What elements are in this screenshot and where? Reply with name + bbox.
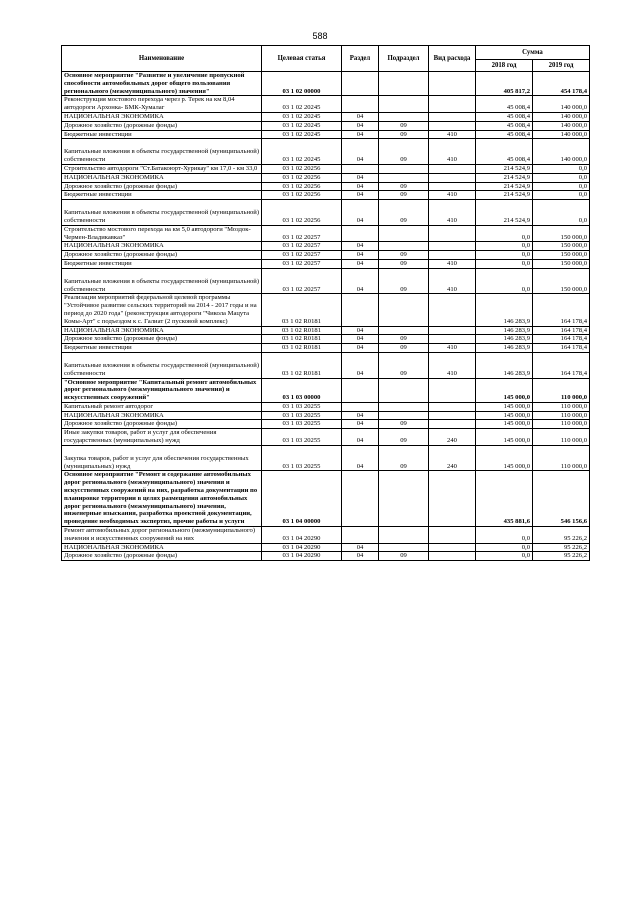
row-expense-type: 410 [429,139,476,165]
row-sum-2018: 0,0 [476,251,533,260]
table-row [62,242,590,251]
row-expense-type [429,242,476,251]
row-expense-type: 410 [429,259,476,268]
row-section [342,294,379,326]
row-section: 04 [342,191,379,200]
header-target: Целевая статья [262,46,342,72]
row-sum-2019: 150 000,0 [533,225,590,242]
row-sum-2018: 146 283,9 [476,294,533,326]
row-section: 04 [342,182,379,191]
table-row [62,72,590,96]
row-section [342,72,379,96]
row-sum-2018: 0,0 [476,242,533,251]
header-section: Раздел [342,46,379,72]
row-sum-2019: 110 000,0 [533,420,590,429]
row-subsection: 09 [379,445,429,471]
table-row [62,429,590,446]
row-subsection [379,411,429,420]
row-sum-2018: 0,0 [476,552,533,561]
row-target-code: 03 1 03 20255 [262,429,342,446]
row-subsection [379,173,429,182]
row-sum-2018: 0,0 [476,543,533,552]
row-sum-2019: 150 000,0 [533,268,590,294]
row-sum-2019: 110 000,0 [533,402,590,411]
row-name: НАЦИОНАЛЬНАЯ ЭКОНОМИКА [62,543,262,552]
row-subsection: 09 [379,130,429,139]
row-subsection [379,96,429,113]
table-header [62,46,590,72]
table-row [62,344,590,353]
budget-table [61,45,590,561]
row-sum-2018: 214 524,9 [476,173,533,182]
row-sum-2019: 164 178,4 [533,335,590,344]
row-target-code: 03 1 02 20256 [262,191,342,200]
row-sum-2018: 214 524,9 [476,200,533,226]
row-sum-2019: 164 178,4 [533,352,590,378]
table-row [62,552,590,561]
row-subsection [379,527,429,544]
row-target-code: 03 1 04 20290 [262,543,342,552]
table-row [62,139,590,165]
row-subsection: 09 [379,552,429,561]
row-section [342,402,379,411]
row-subsection: 09 [379,352,429,378]
row-target-code: 03 1 02 R0181 [262,326,342,335]
row-sum-2019: 140 000,0 [533,96,590,113]
table-row [62,164,590,173]
row-sum-2019: 164 178,4 [533,344,590,353]
table-row [62,378,590,402]
table-row [62,130,590,139]
row-name: Ремонт автомобильных дорог регионального (межмуниципального) значения и искусственных сооружений на них [62,527,262,544]
row-target-code: 03 1 02 20257 [262,251,342,260]
row-section: 04 [342,445,379,471]
row-sum-2019: 0,0 [533,191,590,200]
row-sum-2018: 214 524,9 [476,191,533,200]
row-name: Дорожное хозяйство (дорожные фонды) [62,552,262,561]
row-name: Капитальные вложения в объекты государственной (муниципальной) собственности [62,200,262,226]
row-name: Реконструкция мостового перехода через р. Терек на км 8,04 автодороги Архонка- БМК-Хумалаг [62,96,262,113]
row-subsection: 09 [379,335,429,344]
row-subsection [379,164,429,173]
row-section: 04 [342,130,379,139]
row-name: "Основное мероприятие "Капитальный ремонт автомобильных дорог регионального (межмуниципального значения) и искусственных сооружений" [62,378,262,402]
row-sum-2019: 110 000,0 [533,445,590,471]
row-target-code: 03 1 02 20245 [262,130,342,139]
row-target-code: 03 1 02 R0181 [262,335,342,344]
row-target-code: 03 1 02 20257 [262,268,342,294]
row-expense-type: 410 [429,268,476,294]
row-sum-2018: 435 881,6 [476,471,533,527]
row-subsection: 09 [379,429,429,446]
row-subsection: 09 [379,200,429,226]
row-target-code: 03 1 02 20256 [262,164,342,173]
row-sum-2018: 145 000,0 [476,445,533,471]
row-sum-2018: 405 817,2 [476,72,533,96]
row-expense-type [429,471,476,527]
row-target-code: 03 1 02 R0181 [262,344,342,353]
row-expense-type [429,420,476,429]
row-target-code: 03 1 02 20257 [262,242,342,251]
row-sum-2019: 140 000,0 [533,112,590,121]
row-expense-type [429,225,476,242]
header-name: Наименование [62,46,262,72]
row-sum-2019: 150 000,0 [533,259,590,268]
row-section: 04 [342,552,379,561]
row-section: 04 [342,139,379,165]
row-subsection: 09 [379,259,429,268]
row-expense-type [429,164,476,173]
row-section: 04 [342,121,379,130]
table-row [62,445,590,471]
row-target-code: 03 1 02 20256 [262,200,342,226]
row-expense-type: 410 [429,344,476,353]
row-target-code: 03 1 04 00000 [262,471,342,527]
row-expense-type: 240 [429,445,476,471]
row-name: Реализация мероприятий федеральной целевой программы "Устойчивое развитие сельских территорий на 2014 - 2017 годы и на период до 2020 года" (реконструкция автодороги "Чикола Мацута Комы-Арт" с подъездом к с. Галиат (2 пусковой комплекс) [62,294,262,326]
row-sum-2018: 45 008,4 [476,139,533,165]
row-sum-2019: 164 178,4 [533,294,590,326]
row-name: Дорожное хозяйство (дорожные фонды) [62,121,262,130]
header-subsection: Подраздел [379,46,429,72]
row-expense-type [429,72,476,96]
row-sum-2019: 0,0 [533,182,590,191]
row-name: Дорожное хозяйство (дорожные фонды) [62,251,262,260]
table-row [62,96,590,113]
row-sum-2018: 146 283,9 [476,352,533,378]
row-section [342,527,379,544]
row-section: 04 [342,429,379,446]
row-target-code: 03 1 03 00000 [262,378,342,402]
table-row [62,471,590,527]
row-section: 04 [342,326,379,335]
row-target-code: 03 1 02 20245 [262,96,342,113]
row-section: 04 [342,543,379,552]
row-expense-type [429,96,476,113]
row-sum-2019: 95 226,2 [533,543,590,552]
table-row [62,121,590,130]
row-name: Бюджетные инвестиции [62,259,262,268]
row-subsection [379,471,429,527]
row-sum-2018: 45 008,4 [476,130,533,139]
row-sum-2018: 0,0 [476,259,533,268]
row-expense-type [429,326,476,335]
row-name: Строительство автодороги "Ст.Батакоюрт-Хурикау" км 17,0 - км 33,0 [62,164,262,173]
row-section [342,471,379,527]
row-subsection [379,72,429,96]
row-expense-type [429,527,476,544]
row-sum-2019: 0,0 [533,164,590,173]
row-section [342,96,379,113]
row-section: 04 [342,344,379,353]
row-name: Бюджетные инвестиции [62,191,262,200]
row-target-code: 03 1 02 00000 [262,72,342,96]
row-expense-type [429,378,476,402]
header-year-2019: 2019 год [533,60,590,72]
row-subsection: 09 [379,121,429,130]
row-name: Закупка товаров, работ и услуг для обеспечения государственных (муниципальных) нужд [62,445,262,471]
table-row [62,112,590,121]
table-row [62,225,590,242]
header-sum: Сумма [476,46,590,60]
row-subsection [379,378,429,402]
row-name: Капитальные вложения в объекты государственной (муниципальной) собственности [62,268,262,294]
row-section: 04 [342,420,379,429]
table-row [62,259,590,268]
row-subsection [379,225,429,242]
row-expense-type [429,182,476,191]
row-sum-2018: 0,0 [476,527,533,544]
row-sum-2018: 0,0 [476,268,533,294]
row-name: Дорожное хозяйство (дорожные фонды) [62,182,262,191]
row-expense-type: 240 [429,429,476,446]
row-sum-2019: 150 000,0 [533,251,590,260]
row-name: Дорожное хозяйство (дорожные фонды) [62,335,262,344]
row-sum-2018: 145 000,0 [476,429,533,446]
row-sum-2019: 95 226,2 [533,527,590,544]
row-name: Иные закупки товаров, работ и услуг для обеспечения государственных (муниципальных) нужд [62,429,262,446]
row-expense-type: 410 [429,200,476,226]
row-subsection [379,402,429,411]
row-name: НАЦИОНАЛЬНАЯ ЭКОНОМИКА [62,326,262,335]
row-expense-type [429,402,476,411]
row-name: Дорожное хозяйство (дорожные фонды) [62,420,262,429]
row-target-code: 03 1 02 20245 [262,139,342,165]
row-sum-2019: 95 226,2 [533,552,590,561]
row-section: 04 [342,259,379,268]
row-sum-2018: 145 000,0 [476,420,533,429]
row-target-code: 03 1 02 20245 [262,121,342,130]
row-sum-2018: 214 524,9 [476,182,533,191]
row-sum-2019: 454 178,4 [533,72,590,96]
table-row [62,326,590,335]
row-sum-2019: 0,0 [533,200,590,226]
row-sum-2019: 140 000,0 [533,130,590,139]
row-target-code: 03 1 02 R0181 [262,294,342,326]
row-subsection: 09 [379,139,429,165]
row-subsection [379,294,429,326]
row-name: Основное мероприятие "Ремонт и содержание автомобильных дорог регионального (межмуниципального) значения и искусственных сооружений на них, разработка документации по планировке территории в целях размещения автомобильных дорог регионального (межмуниципального) значения, инженерные изыскания, разработка проектной документации, проведение необходимых экспертиз, прочие работы и услуги [62,471,262,527]
row-section: 04 [342,251,379,260]
row-expense-type [429,173,476,182]
row-name: Капитальные вложения в объекты государственной (муниципальной) собственности [62,352,262,378]
row-name: Бюджетные инвестиции [62,344,262,353]
row-section: 04 [342,112,379,121]
row-target-code: 03 1 03 20255 [262,411,342,420]
row-name: НАЦИОНАЛЬНАЯ ЭКОНОМИКА [62,173,262,182]
row-section: 04 [342,352,379,378]
row-sum-2018: 145 000,0 [476,378,533,402]
row-expense-type: 410 [429,191,476,200]
row-subsection: 09 [379,182,429,191]
table-row [62,294,590,326]
header-expense-type: Вид расхода [429,46,476,72]
row-name: Основное мероприятие "Развитие и увеличение пропускной способности автомобильных дорог общего пользования регионального (межмуниципального) значения" [62,72,262,96]
row-sum-2018: 45 008,4 [476,121,533,130]
header-year-2018: 2018 год [476,60,533,72]
row-section: 04 [342,173,379,182]
row-sum-2018: 146 283,9 [476,326,533,335]
row-target-code: 03 1 04 20290 [262,527,342,544]
row-target-code: 03 1 02 R0181 [262,352,342,378]
row-subsection: 09 [379,344,429,353]
table-row [62,268,590,294]
row-section: 04 [342,268,379,294]
row-sum-2019: 140 000,0 [533,139,590,165]
row-name: Капитальный ремонт автодорог [62,402,262,411]
row-section: 04 [342,335,379,344]
page-number: 588 [312,31,328,41]
row-subsection: 09 [379,251,429,260]
row-sum-2019: 140 000,0 [533,121,590,130]
row-sum-2019: 110 000,0 [533,411,590,420]
row-name: НАЦИОНАЛЬНАЯ ЭКОНОМИКА [62,411,262,420]
row-section [342,378,379,402]
table-row [62,543,590,552]
row-name: НАЦИОНАЛЬНАЯ ЭКОНОМИКА [62,112,262,121]
row-section: 04 [342,200,379,226]
table-row [62,335,590,344]
row-expense-type [429,543,476,552]
table-row [62,251,590,260]
row-expense-type [429,335,476,344]
row-sum-2018: 146 283,9 [476,344,533,353]
table-row [62,352,590,378]
row-sum-2019: 546 156,6 [533,471,590,527]
row-sum-2018: 45 008,4 [476,112,533,121]
row-section [342,164,379,173]
table-row [62,420,590,429]
row-name: Капитальные вложения в объекты государственной (муниципальной) собственности [62,139,262,165]
table-body [62,72,590,561]
row-target-code: 03 1 03 20255 [262,402,342,411]
row-sum-2018: 145 000,0 [476,411,533,420]
table-row [62,402,590,411]
row-sum-2018: 146 283,9 [476,335,533,344]
table-row [62,200,590,226]
row-expense-type [429,112,476,121]
row-subsection [379,326,429,335]
row-name: Строительство мостового перехода на км 5,0 автодороги "Моздок-Чермен-Владикавказ" [62,225,262,242]
row-target-code: 03 1 02 20256 [262,182,342,191]
row-name: НАЦИОНАЛЬНАЯ ЭКОНОМИКА [62,242,262,251]
row-section: 04 [342,411,379,420]
row-target-code: 03 1 02 20257 [262,225,342,242]
row-sum-2019: 0,0 [533,173,590,182]
row-sum-2019: 110 000,0 [533,378,590,402]
table-row [62,191,590,200]
row-subsection: 09 [379,191,429,200]
table-row [62,411,590,420]
row-subsection [379,543,429,552]
row-expense-type [429,294,476,326]
row-expense-type: 410 [429,130,476,139]
row-name: Бюджетные инвестиции [62,130,262,139]
row-sum-2019: 110 000,0 [533,429,590,446]
row-subsection [379,242,429,251]
row-subsection [379,112,429,121]
row-sum-2018: 0,0 [476,225,533,242]
row-sum-2018: 45 008,4 [476,96,533,113]
row-sum-2018: 214 524,9 [476,164,533,173]
row-expense-type [429,552,476,561]
row-target-code: 03 1 02 20245 [262,112,342,121]
row-target-code: 03 1 03 20255 [262,445,342,471]
row-sum-2019: 150 000,0 [533,242,590,251]
row-section: 04 [342,242,379,251]
row-subsection: 09 [379,420,429,429]
table-row [62,182,590,191]
table-row [62,173,590,182]
row-sum-2018: 145 000,0 [476,402,533,411]
row-target-code: 03 1 02 20257 [262,259,342,268]
row-section [342,225,379,242]
row-sum-2019: 164 178,4 [533,326,590,335]
row-expense-type [429,121,476,130]
table-row [62,527,590,544]
row-expense-type [429,251,476,260]
row-expense-type: 410 [429,352,476,378]
row-subsection: 09 [379,268,429,294]
row-target-code: 03 1 02 20256 [262,173,342,182]
row-target-code: 03 1 04 20290 [262,552,342,561]
row-target-code: 03 1 03 20255 [262,420,342,429]
row-expense-type [429,411,476,420]
